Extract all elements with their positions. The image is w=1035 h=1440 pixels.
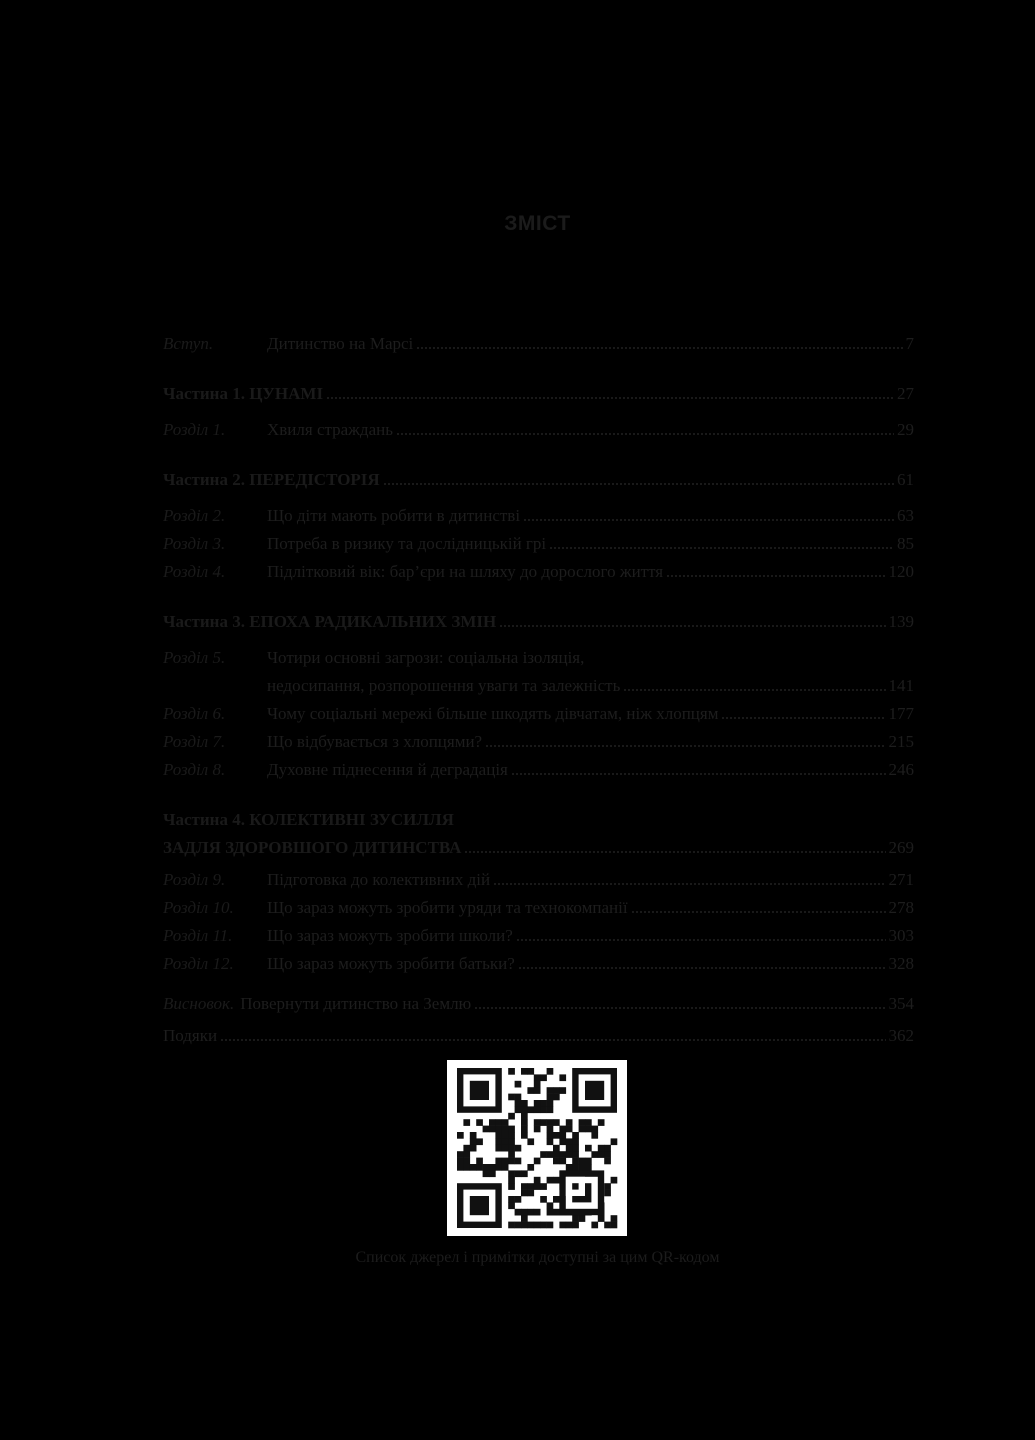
- leader-dots: [721, 717, 885, 719]
- leader-dots: [523, 519, 894, 521]
- page-number: 7: [905, 334, 914, 353]
- chapter-title: Що зараз можуть зробити батьки?: [267, 954, 515, 973]
- page-number: 269: [888, 838, 914, 857]
- entry-title: Подяки: [163, 1026, 218, 1045]
- chapter-label: Розділ 7.: [163, 732, 226, 751]
- leader-dots: [518, 967, 886, 969]
- chapter-title: Що зараз можуть зробити школи?: [267, 926, 513, 945]
- qr-code-icon: [447, 1060, 627, 1236]
- toc-entry[interactable]: [163, 866, 914, 894]
- page-number: 177: [888, 704, 914, 723]
- chapter-label: Розділ 5.: [163, 648, 226, 667]
- qr-caption: Список джерел і примітки доступні за цим QR-кодом: [355, 1249, 720, 1266]
- page-number: 362: [888, 1026, 914, 1045]
- toc-entry[interactable]: [163, 806, 914, 862]
- leader-dots: [220, 1039, 885, 1041]
- chapter-title: Підлітковий вік: бар’єри на шляху до дорослого життя: [267, 562, 664, 581]
- page-title: ЗМІСТ: [504, 212, 571, 235]
- page-number: 27: [897, 384, 914, 403]
- chapter-label: Розділ 12.: [163, 954, 234, 973]
- toc-entry[interactable]: [163, 922, 914, 950]
- chapter-title: Повернути дитинство на Землю: [240, 994, 472, 1013]
- chapter-title: Що діти мають робити в дитинстві: [267, 506, 521, 525]
- chapter-label: Розділ 6.: [163, 704, 226, 723]
- leader-dots: [549, 547, 894, 549]
- chapter-title-continued: недосипання, розпорошення уваги та залежність: [267, 676, 621, 695]
- part-title: Частина 1. ЦУНАМІ: [163, 384, 324, 403]
- page-number: 354: [888, 994, 914, 1013]
- page-number: 63: [897, 506, 914, 525]
- page-number: 278: [888, 898, 914, 917]
- page-number: 85: [897, 534, 914, 553]
- page-number: 61: [897, 470, 914, 489]
- leader-dots: [493, 883, 885, 885]
- leader-dots: [416, 347, 902, 349]
- chapter-label: Розділ 2.: [163, 506, 226, 525]
- toc-entry[interactable]: [163, 502, 914, 530]
- qr-code[interactable]: [447, 1060, 627, 1236]
- chapter-label: Розділ 11.: [163, 926, 233, 945]
- chapter-label: Вступ.: [163, 334, 214, 353]
- toc-entry[interactable]: [163, 1022, 914, 1050]
- chapter-title: Хвиля страждань: [267, 420, 393, 439]
- page-number: 139: [888, 612, 914, 631]
- chapter-title: Чотири основні загрози: соціальна ізоляція,: [267, 648, 585, 667]
- leader-dots: [666, 575, 885, 577]
- leader-dots: [499, 625, 885, 627]
- chapter-title: Що відбувається з хлопцями?: [267, 732, 483, 751]
- chapter-title: Чому соціальні мережі більше шкодять дівчатам, ніж хлопцям: [267, 704, 719, 723]
- chapter-title: Духовне піднесення й деградація: [267, 760, 508, 779]
- page-number: 271: [888, 870, 914, 889]
- chapter-label: Розділ 8.: [163, 760, 226, 779]
- toc-entry[interactable]: [163, 380, 914, 408]
- page-number: 246: [888, 760, 914, 779]
- toc-entry[interactable]: [163, 608, 914, 636]
- leader-dots: [474, 1007, 885, 1009]
- toc-entry[interactable]: [163, 530, 914, 558]
- leader-dots: [623, 689, 885, 691]
- page-number: 328: [888, 954, 914, 973]
- toc-entry[interactable]: [163, 950, 914, 978]
- leader-dots: [396, 433, 894, 435]
- chapter-label: Розділ 3.: [163, 534, 226, 553]
- part-title: Частина 4. КОЛЕКТИВНІ ЗУСИЛЛЯ: [163, 810, 454, 829]
- leader-dots: [464, 851, 885, 853]
- toc-entry[interactable]: [163, 330, 914, 358]
- chapter-title: Дитинство на Марсі: [267, 334, 414, 353]
- toc-entry[interactable]: [163, 990, 914, 1018]
- toc-entry[interactable]: [163, 894, 914, 922]
- page-number: 141: [888, 676, 914, 695]
- chapter-label: Розділ 1.: [163, 420, 226, 439]
- toc-entry[interactable]: [163, 466, 914, 494]
- toc-entry[interactable]: [163, 416, 914, 444]
- toc-entry[interactable]: [163, 728, 914, 756]
- page-number: 120: [888, 562, 914, 581]
- part-title-continued: ЗАДЛЯ ЗДОРОВШОГО ДИТИНСТВА: [163, 838, 462, 857]
- part-title: Частина 3. ЕПОХА РАДИКАЛЬНИХ ЗМІН: [163, 612, 497, 631]
- toc-entry[interactable]: [163, 756, 914, 784]
- chapter-title: Потреба в ризику та дослідницькій грі: [267, 534, 547, 553]
- part-title: Частина 2. ПЕРЕДІСТОРІЯ: [163, 470, 380, 489]
- leader-dots: [383, 483, 894, 485]
- page-number: 215: [888, 732, 914, 751]
- chapter-label: Розділ 9.: [163, 870, 226, 889]
- toc-entry[interactable]: [163, 558, 914, 586]
- chapter-label: Розділ 4.: [163, 562, 226, 581]
- toc-entry[interactable]: [163, 700, 914, 728]
- leader-dots: [516, 939, 886, 941]
- leader-dots: [511, 773, 886, 775]
- chapter-label: Висновок.: [163, 994, 235, 1013]
- toc-entry[interactable]: [163, 644, 914, 700]
- chapter-title: Підготовка до колективних дій: [267, 870, 491, 889]
- leader-dots: [485, 745, 885, 747]
- page-number: 303: [888, 926, 914, 945]
- chapter-label: Розділ 10.: [163, 898, 234, 917]
- chapter-title: Що зараз можуть зробити уряди та технокомпанії: [267, 898, 628, 917]
- page-number: 29: [897, 420, 914, 439]
- leader-dots: [631, 911, 886, 913]
- leader-dots: [326, 397, 894, 399]
